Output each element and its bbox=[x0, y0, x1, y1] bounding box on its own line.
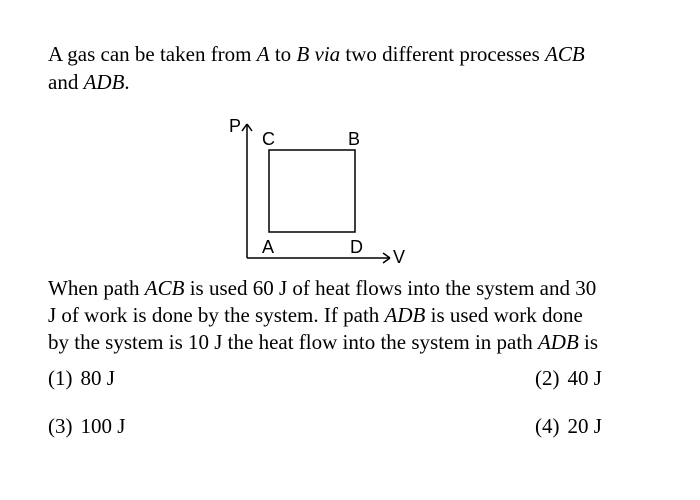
text-run: two different processes bbox=[340, 42, 546, 66]
option-number: (3) bbox=[48, 414, 73, 438]
path-acb-ref: ACB bbox=[545, 42, 585, 66]
text-run: to bbox=[269, 42, 297, 66]
y-axis-label: P bbox=[229, 116, 242, 136]
process-cycle-rectangle bbox=[269, 150, 355, 232]
path-adb-ref: ADB bbox=[537, 330, 579, 354]
answer-option-1[interactable] bbox=[48, 365, 115, 391]
question-body-line-2 bbox=[48, 302, 583, 328]
path-acb-ref: ACB bbox=[144, 276, 185, 300]
text-run: is bbox=[578, 330, 599, 354]
option-text: 40 J bbox=[567, 366, 602, 390]
path-adb-ref: ADB bbox=[384, 303, 426, 327]
point-c-label: C bbox=[262, 129, 275, 149]
point-b-label: B bbox=[348, 129, 361, 149]
x-axis-label: V bbox=[393, 247, 406, 267]
path-adb-ref: ADB bbox=[83, 70, 125, 94]
text-run: When path bbox=[48, 276, 145, 300]
text-run: J of work is done by the system. If path bbox=[48, 303, 385, 327]
point-a-ref: A bbox=[256, 42, 270, 66]
question-body-line-1 bbox=[48, 275, 596, 301]
option-number: (4) bbox=[535, 414, 560, 438]
via-word: via bbox=[314, 42, 341, 66]
answer-option-4[interactable] bbox=[535, 413, 602, 439]
option-number: (1) bbox=[48, 366, 73, 390]
text-run: is used 60 J of heat flows into the system and 30 bbox=[184, 276, 597, 300]
point-a-label: A bbox=[262, 237, 275, 257]
point-d-label: D bbox=[350, 237, 363, 257]
option-text: 100 J bbox=[80, 414, 126, 438]
question-body-line-3 bbox=[48, 329, 598, 355]
option-text: 80 J bbox=[80, 366, 115, 390]
text-run: and bbox=[48, 70, 84, 94]
text-run: is used work done bbox=[425, 303, 583, 327]
answer-option-2[interactable] bbox=[535, 365, 602, 391]
answer-option-3[interactable] bbox=[48, 413, 125, 439]
option-number: (2) bbox=[535, 366, 560, 390]
point-b-ref: B bbox=[296, 42, 310, 66]
text-run: . bbox=[124, 70, 130, 94]
text-run: A gas can be taken from bbox=[48, 42, 257, 66]
option-text: 20 J bbox=[567, 414, 602, 438]
text-run: by the system is 10 J the heat flow into the system in path bbox=[48, 330, 538, 354]
